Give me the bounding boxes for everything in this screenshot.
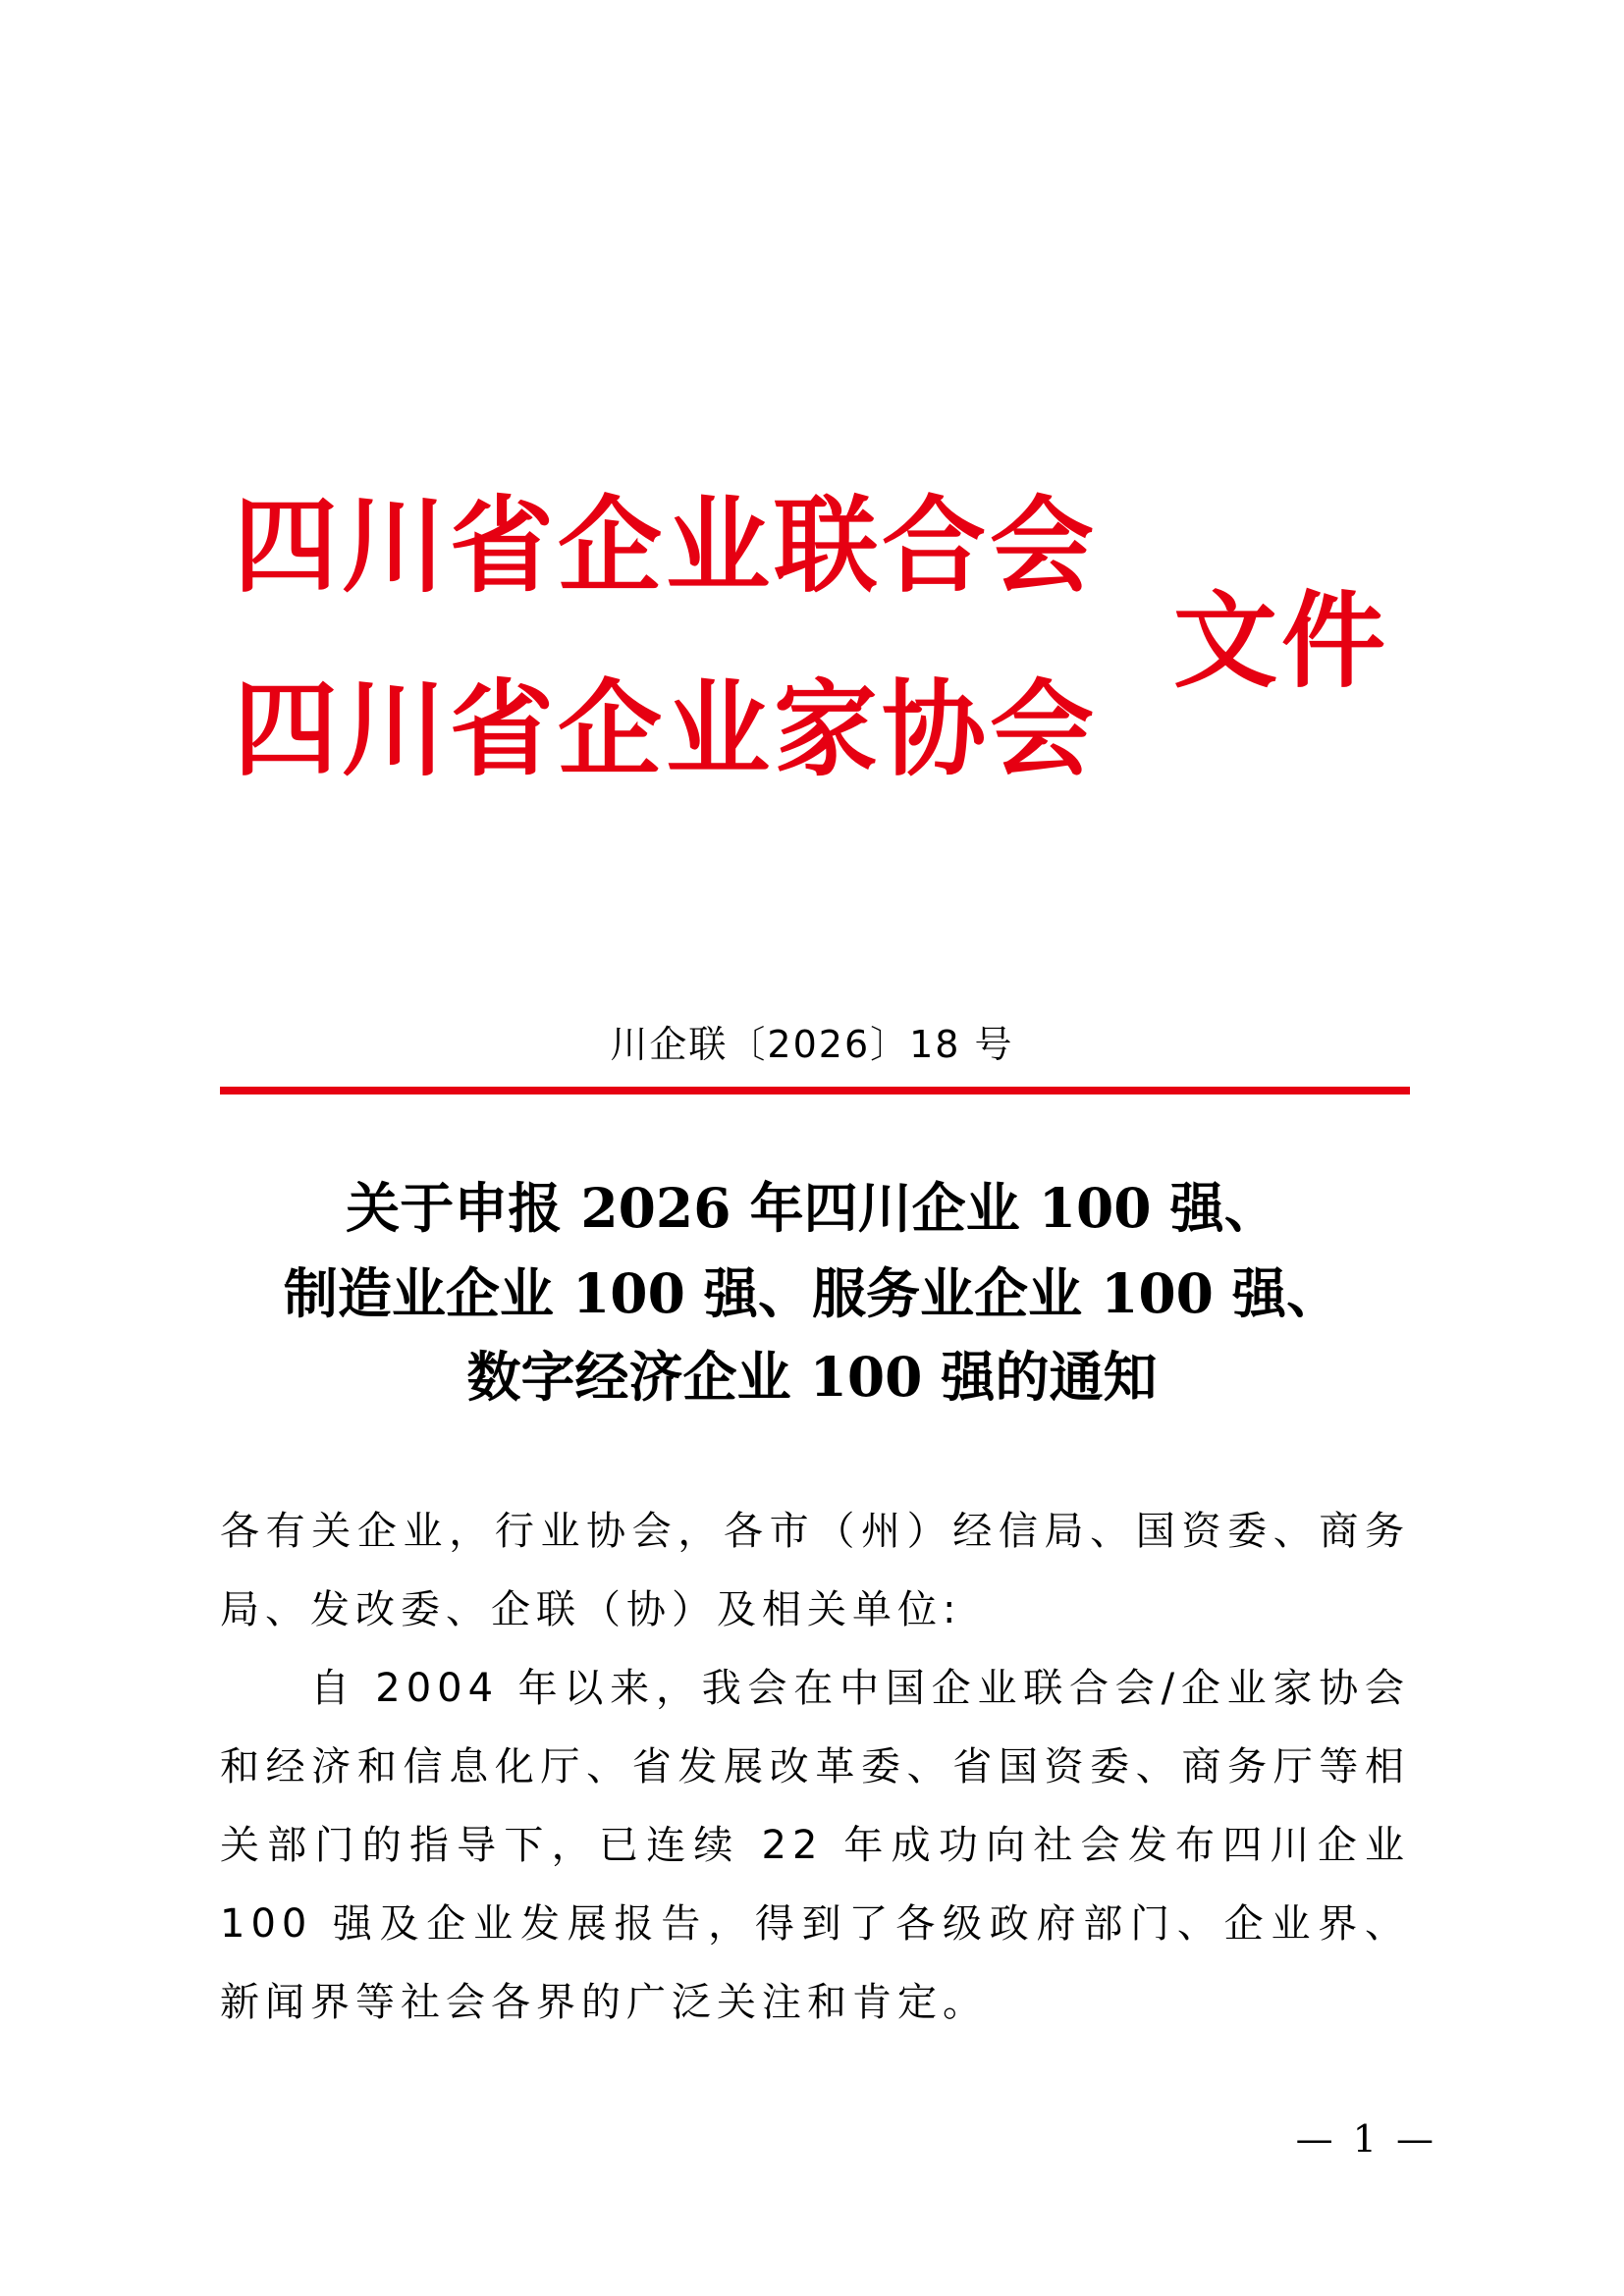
document-type-label: 文件	[1173, 579, 1389, 702]
issuer-name-line2: 四川省企业家协会	[234, 667, 1098, 790]
salutation: 各有关企业，行业协会，各市（州）经信局、国资委、商务局、发改委、企联（协）及相关单位:	[220, 1509, 1410, 1632]
page-number: — 1 —	[1295, 2117, 1437, 2161]
document-title-line1: 关于申报 2026 年四川企业 100 强、	[346, 1176, 1278, 1240]
document-number: 川企联〔2026〕18 号	[610, 1023, 1014, 1066]
document-title-line3: 数字经济企业 100 强的通知	[466, 1345, 1158, 1409]
issuer-name-line1: 四川省企业联合会	[234, 484, 1098, 607]
body-paragraph: 自 2004 年以来，我会在中国企业联合会/企业家协会和经济和信息化厅、省发展改革委、省国资委、商务厅等相关部门的指导下，已连续 22 年成功向社会发布四川企业 100 强及企业发展报告，得到了各级政府部门、企业界、新闻界等社会各界的广泛关注和肯定。	[220, 1666, 1410, 2025]
document-title-line2: 制造业企业 100 强、服务业企业 100 强、	[283, 1261, 1341, 1325]
header-divider	[220, 1087, 1410, 1095]
